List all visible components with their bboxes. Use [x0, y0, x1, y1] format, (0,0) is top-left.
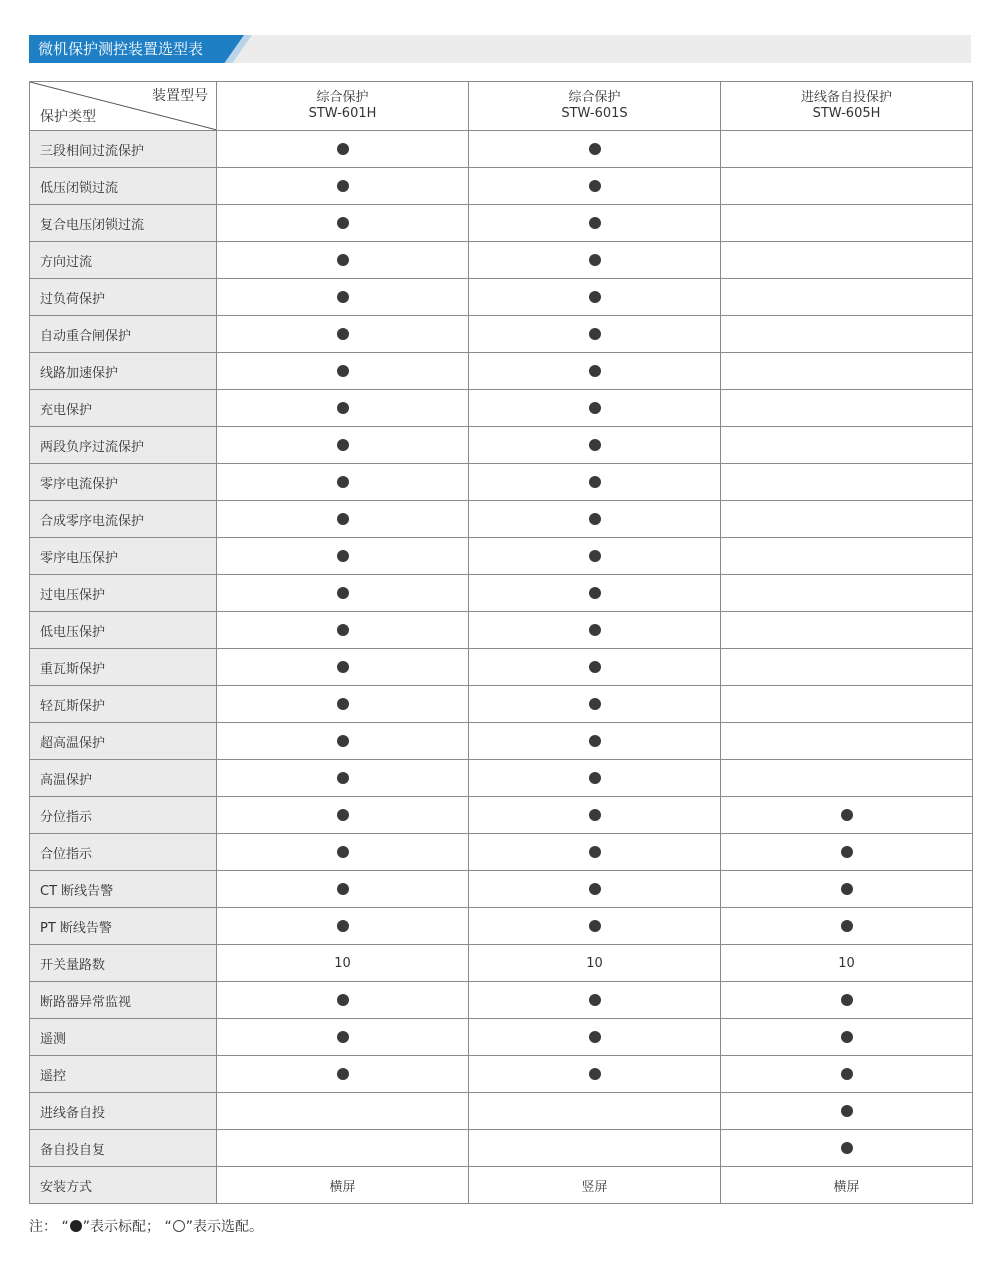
value-cell	[721, 575, 973, 612]
feature-cell	[469, 723, 721, 760]
note-quote-close: ”	[185, 1219, 193, 1235]
standard-dot-icon	[841, 994, 853, 1006]
table-row	[30, 1093, 973, 1130]
standard-dot-icon	[589, 365, 601, 377]
feature-cell	[469, 279, 721, 316]
feature-cell	[469, 464, 721, 501]
value-cell	[721, 353, 973, 390]
row-label: 零序电压保护	[30, 538, 217, 575]
feature-cell	[217, 279, 469, 316]
standard-dot-icon	[589, 513, 601, 525]
standard-dot-icon	[337, 439, 349, 451]
feature-cell	[469, 1056, 721, 1093]
table-row	[30, 649, 973, 686]
value-cell	[721, 205, 973, 242]
value-cell	[721, 760, 973, 797]
standard-dot-icon	[841, 846, 853, 858]
value-cell: 横屏	[217, 1167, 469, 1204]
standard-dot-icon	[337, 365, 349, 377]
table-row	[30, 1019, 973, 1056]
row-label: PT 断线告警	[30, 908, 217, 945]
standard-dot-icon	[337, 550, 349, 562]
value-cell: 10	[217, 945, 469, 982]
feature-cell	[469, 797, 721, 834]
standard-dot-icon	[841, 1031, 853, 1043]
value-cell	[721, 501, 973, 538]
column-name: 进线备自投保护	[800, 90, 892, 105]
feature-cell	[217, 390, 469, 427]
table-row	[30, 612, 973, 649]
feature-cell	[217, 205, 469, 242]
column-name: 综合保护	[316, 90, 369, 105]
standard-dot-icon	[589, 809, 601, 821]
standard-dot-icon	[337, 291, 349, 303]
row-label: 合位指示	[30, 834, 217, 871]
feature-cell	[217, 908, 469, 945]
value-cell	[721, 464, 973, 501]
standard-dot-icon	[589, 587, 601, 599]
row-label: 过电压保护	[30, 575, 217, 612]
value-cell	[721, 686, 973, 723]
table-row	[30, 427, 973, 464]
filled-dot-icon	[70, 1220, 82, 1232]
standard-dot-icon	[337, 217, 349, 229]
row-label: 遥控	[30, 1056, 217, 1093]
note-standard-text: 表示标配；	[89, 1219, 160, 1235]
standard-dot-icon	[337, 143, 349, 155]
feature-cell	[217, 1019, 469, 1056]
feature-cell	[469, 908, 721, 945]
standard-dot-icon	[337, 772, 349, 784]
row-label: 复合电压闭锁过流	[30, 205, 217, 242]
standard-dot-icon	[841, 1105, 853, 1117]
standard-dot-icon	[841, 809, 853, 821]
standard-dot-icon	[337, 254, 349, 266]
feature-cell	[217, 649, 469, 686]
feature-cell	[721, 982, 973, 1019]
row-label: 低压闭锁过流	[30, 168, 217, 205]
row-label: 轻瓦斯保护	[30, 686, 217, 723]
standard-dot-icon	[589, 550, 601, 562]
standard-dot-icon	[589, 143, 601, 155]
column-model: STW-601H	[308, 106, 377, 121]
feature-cell	[217, 797, 469, 834]
feature-cell	[217, 316, 469, 353]
note-prefix: 注：	[29, 1219, 57, 1235]
row-label: 进线备自投	[30, 1093, 217, 1130]
standard-dot-icon	[841, 920, 853, 932]
feature-cell	[469, 649, 721, 686]
diagonal-header-cell	[30, 82, 217, 131]
table-row	[30, 945, 973, 982]
table-row	[30, 871, 973, 908]
standard-dot-icon	[589, 772, 601, 784]
value-cell	[721, 427, 973, 464]
feature-cell	[469, 982, 721, 1019]
value-cell	[721, 279, 973, 316]
standard-dot-icon	[337, 661, 349, 673]
standard-dot-icon	[337, 883, 349, 895]
note-quote-open: “	[61, 1219, 69, 1235]
feature-cell	[469, 686, 721, 723]
value-cell	[469, 1093, 721, 1130]
column-header	[217, 82, 469, 131]
table-row	[30, 131, 973, 168]
value-cell	[721, 390, 973, 427]
feature-cell	[217, 464, 469, 501]
table-row	[30, 1130, 973, 1167]
table-row	[30, 390, 973, 427]
feature-cell	[469, 427, 721, 464]
table-row	[30, 982, 973, 1019]
standard-dot-icon	[589, 735, 601, 747]
table-row	[30, 1056, 973, 1093]
standard-dot-icon	[337, 920, 349, 932]
table-row	[30, 1167, 973, 1204]
table-row	[30, 353, 973, 390]
feature-cell	[469, 353, 721, 390]
standard-dot-icon	[337, 1031, 349, 1043]
value-cell	[721, 538, 973, 575]
feature-cell	[217, 353, 469, 390]
feature-cell	[217, 612, 469, 649]
feature-cell	[721, 1056, 973, 1093]
standard-dot-icon	[589, 439, 601, 451]
table-row	[30, 760, 973, 797]
row-label: 开关量路数	[30, 945, 217, 982]
table-row	[30, 464, 973, 501]
standard-dot-icon	[337, 328, 349, 340]
row-label: 遥测	[30, 1019, 217, 1056]
value-cell	[721, 649, 973, 686]
standard-dot-icon	[337, 180, 349, 192]
feature-cell	[217, 723, 469, 760]
standard-dot-icon	[337, 698, 349, 710]
table-row	[30, 797, 973, 834]
value-cell	[721, 723, 973, 760]
standard-dot-icon	[337, 513, 349, 525]
row-label: 三段相间过流保护	[30, 131, 217, 168]
standard-dot-icon	[589, 180, 601, 192]
footnote	[29, 1216, 263, 1236]
row-label: 低电压保护	[30, 612, 217, 649]
value-cell	[721, 242, 973, 279]
feature-cell	[469, 760, 721, 797]
standard-dot-icon	[841, 1068, 853, 1080]
standard-dot-icon	[337, 994, 349, 1006]
standard-dot-icon	[589, 1068, 601, 1080]
value-cell: 竖屏	[469, 1167, 721, 1204]
value-cell: 横屏	[721, 1167, 973, 1204]
feature-cell	[469, 575, 721, 612]
standard-dot-icon	[589, 698, 601, 710]
row-label: 重瓦斯保护	[30, 649, 217, 686]
row-label: 过负荷保护	[30, 279, 217, 316]
value-cell	[217, 1093, 469, 1130]
feature-cell	[721, 834, 973, 871]
table-row	[30, 908, 973, 945]
feature-cell	[469, 131, 721, 168]
table-row	[30, 575, 973, 612]
row-label: 充电保护	[30, 390, 217, 427]
table-row	[30, 205, 973, 242]
standard-dot-icon	[589, 328, 601, 340]
row-label: 方向过流	[30, 242, 217, 279]
row-label: CT 断线告警	[30, 871, 217, 908]
hollow-dot-icon	[173, 1220, 185, 1232]
note-quote-open: “	[164, 1219, 172, 1235]
feature-cell	[469, 242, 721, 279]
feature-cell	[469, 1019, 721, 1056]
section-title-bar	[29, 35, 971, 63]
table-row	[30, 279, 973, 316]
feature-cell	[217, 760, 469, 797]
standard-dot-icon	[589, 846, 601, 858]
feature-cell	[217, 538, 469, 575]
standard-dot-icon	[337, 846, 349, 858]
row-label: 超高温保护	[30, 723, 217, 760]
standard-dot-icon	[337, 587, 349, 599]
feature-cell	[469, 538, 721, 575]
device-model-label: 装置型号	[152, 88, 208, 104]
value-cell: 10	[469, 945, 721, 982]
column-name: 综合保护	[568, 90, 621, 105]
table-row	[30, 168, 973, 205]
row-label: 合成零序电流保护	[30, 501, 217, 538]
row-label: 自动重合闸保护	[30, 316, 217, 353]
table-row	[30, 686, 973, 723]
value-cell	[217, 1130, 469, 1167]
table-body	[30, 131, 973, 1204]
feature-cell	[469, 205, 721, 242]
feature-cell	[217, 427, 469, 464]
column-header	[721, 82, 973, 131]
feature-cell	[469, 168, 721, 205]
standard-dot-icon	[589, 254, 601, 266]
feature-cell	[217, 242, 469, 279]
feature-cell	[469, 390, 721, 427]
row-label: 零序电流保护	[30, 464, 217, 501]
row-label: 线路加速保护	[30, 353, 217, 390]
standard-dot-icon	[589, 920, 601, 932]
standard-dot-icon	[589, 217, 601, 229]
value-cell: 10	[721, 945, 973, 982]
standard-dot-icon	[337, 1068, 349, 1080]
feature-cell	[217, 1056, 469, 1093]
feature-cell	[217, 131, 469, 168]
page-title: 微机保护测控装置选型表	[38, 40, 204, 58]
feature-cell	[217, 871, 469, 908]
row-label: 断路器异常监视	[30, 982, 217, 1019]
feature-cell	[469, 612, 721, 649]
value-cell	[721, 131, 973, 168]
value-cell	[469, 1130, 721, 1167]
feature-cell	[469, 871, 721, 908]
feature-cell	[721, 908, 973, 945]
table-row	[30, 242, 973, 279]
standard-dot-icon	[337, 476, 349, 488]
feature-cell	[217, 686, 469, 723]
standard-dot-icon	[841, 883, 853, 895]
feature-cell	[217, 982, 469, 1019]
standard-dot-icon	[589, 883, 601, 895]
standard-dot-icon	[337, 809, 349, 821]
header-row	[30, 82, 973, 131]
selection-table	[29, 81, 973, 1204]
feature-cell	[217, 834, 469, 871]
standard-dot-icon	[589, 994, 601, 1006]
feature-cell	[469, 834, 721, 871]
feature-cell	[721, 1093, 973, 1130]
feature-cell	[721, 1019, 973, 1056]
row-label: 安装方式	[30, 1167, 217, 1204]
standard-dot-icon	[589, 476, 601, 488]
feature-cell	[721, 871, 973, 908]
table-row	[30, 538, 973, 575]
standard-dot-icon	[337, 624, 349, 636]
feature-cell	[721, 797, 973, 834]
feature-cell	[469, 501, 721, 538]
column-model: STW-601S	[561, 106, 628, 121]
column-model: STW-605H	[812, 106, 881, 121]
standard-dot-icon	[337, 735, 349, 747]
standard-dot-icon	[841, 1142, 853, 1154]
feature-cell	[721, 1130, 973, 1167]
row-label: 备自投自复	[30, 1130, 217, 1167]
standard-dot-icon	[337, 402, 349, 414]
standard-dot-icon	[589, 661, 601, 673]
row-label: 分位指示	[30, 797, 217, 834]
column-header	[469, 82, 721, 131]
standard-dot-icon	[589, 402, 601, 414]
standard-dot-icon	[589, 624, 601, 636]
table-row	[30, 723, 973, 760]
value-cell	[721, 168, 973, 205]
standard-dot-icon	[589, 291, 601, 303]
protection-type-label: 保护类型	[40, 109, 96, 125]
feature-cell	[217, 168, 469, 205]
note-quote-close: ”	[82, 1219, 90, 1235]
table-row	[30, 316, 973, 353]
feature-cell	[217, 575, 469, 612]
feature-cell	[469, 316, 721, 353]
feature-cell	[217, 501, 469, 538]
note-optional-text: 表示选配。	[192, 1219, 263, 1235]
table-row	[30, 501, 973, 538]
standard-dot-icon	[589, 1031, 601, 1043]
value-cell	[721, 612, 973, 649]
row-label: 高温保护	[30, 760, 217, 797]
row-label: 两段负序过流保护	[30, 427, 217, 464]
table-row	[30, 834, 973, 871]
value-cell	[721, 316, 973, 353]
